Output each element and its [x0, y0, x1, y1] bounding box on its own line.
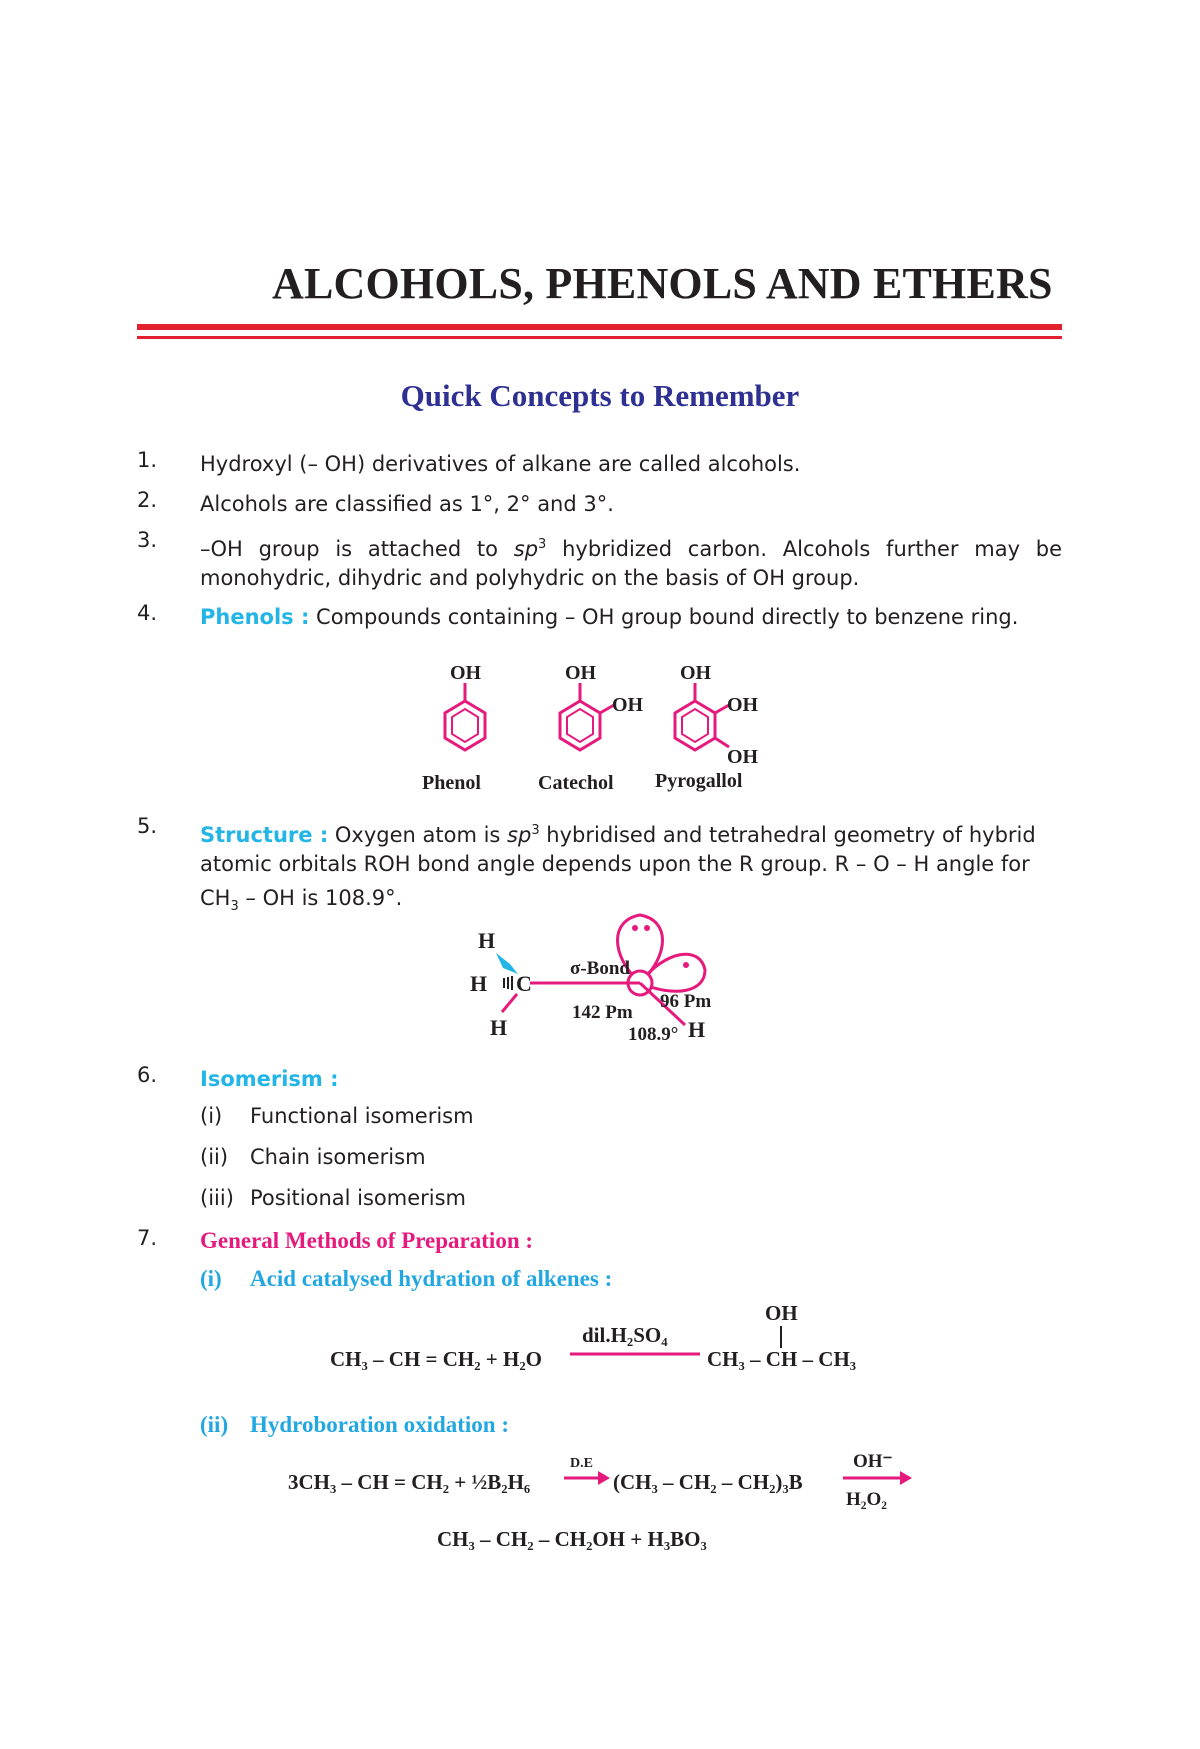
item-number: 7.: [137, 1226, 158, 1250]
eq-condition: D.E: [570, 1456, 593, 1471]
h-atom: H: [478, 928, 496, 953]
h-atom: H: [688, 1017, 706, 1042]
bond-length-co: 142 Pm: [572, 1002, 633, 1023]
hydration-equation: [320, 1298, 900, 1378]
wedge-bond: [496, 953, 518, 974]
arrow-head: [900, 1471, 912, 1485]
eq-intermediate: (CH₃ – CH₂ – CH₂)₃B: [613, 1470, 803, 1494]
sub-item-number: (ii): [200, 1412, 229, 1437]
item-label: Phenols :: [200, 605, 310, 629]
c-atom: C: [516, 971, 532, 996]
title-rule-thick: [137, 324, 1062, 330]
page-title: ALCOHOLS, PHENOLS AND ETHERS: [272, 259, 1053, 308]
item-label: General Methods of Preparation :: [200, 1228, 534, 1253]
oh-label: OH: [612, 694, 644, 716]
pyrogallol-structure: [655, 662, 759, 792]
c-h-bond: [502, 994, 517, 1012]
oh-label: OH: [565, 662, 597, 684]
eq-condition: H₂O₂: [846, 1489, 887, 1510]
bond-angle: 108.9°: [628, 1024, 679, 1045]
oh-label: OH: [450, 662, 482, 684]
eq-reactants: 3CH₃ – CH = CH₂ + ½B₂H₆: [288, 1470, 531, 1494]
hash-bond: [504, 976, 512, 990]
text-span: hybridized carbon. Alcohols further may be: [546, 537, 1063, 561]
catechol-structure: [538, 662, 644, 794]
section-subtitle: Quick Concepts to Remember: [400, 378, 800, 413]
text-span: 3: [230, 899, 239, 915]
hydroboration-equation: [280, 1445, 920, 1555]
h-atom: H: [490, 1015, 508, 1040]
oh-label: OH: [727, 694, 759, 716]
text-span: –OH group is attached to: [200, 537, 514, 561]
item-text-line: [200, 814, 1062, 852]
item-text: [200, 601, 1062, 634]
oh-label: OH: [727, 746, 759, 768]
eq-oh: OH: [765, 1301, 798, 1325]
item-label: Structure :: [200, 823, 329, 847]
bond-length-oh: 96 Pm: [660, 991, 712, 1012]
text-span: 3: [538, 537, 547, 552]
sub-item-number: (i): [200, 1266, 222, 1291]
item-number: 5.: [137, 814, 158, 838]
eq-condition: dil.H₂SO₄: [582, 1323, 668, 1347]
sub-item-text: Positional isomerism: [250, 1186, 467, 1210]
item-number: 2.: [137, 488, 158, 512]
text-span: 3: [531, 823, 540, 838]
item-text-line: monohydric, dihydric and polyhydric on the basis of OH group.: [200, 566, 860, 590]
text-span: Compounds containing – OH group bound directly to benzene ring.: [309, 605, 1019, 629]
item-text-line: [200, 528, 1062, 566]
text-span: – OH is 108.9°.: [238, 886, 403, 910]
pyrogallol-name: Pyrogallol: [655, 770, 743, 792]
item-text: [200, 1063, 1062, 1096]
item-number: 6.: [137, 1063, 158, 1087]
item-number: 3.: [137, 528, 158, 552]
sub-item-number: (iii): [200, 1186, 234, 1210]
arrow-head: [598, 1471, 610, 1485]
text-span: sp: [513, 537, 539, 561]
catechol-name: Catechol: [538, 772, 614, 794]
sub-item-heading: Acid catalysed hydration of alkenes :: [250, 1266, 613, 1291]
sub-item-number: (ii): [200, 1145, 229, 1169]
sub-item-number: (i): [200, 1104, 223, 1128]
item-text: Alcohols are classified as 1°, 2° and 3°.: [200, 492, 614, 516]
item-text: [200, 1224, 1062, 1260]
phenol-name: Phenol: [422, 772, 481, 794]
text-span: hybridised and tetrahedral geometry of hybrid: [539, 823, 1036, 847]
eq-product: CH₃ – CH – CH₃: [707, 1347, 857, 1371]
item-text: Hydroxyl (– OH) derivatives of alkane are called alcohols.: [200, 452, 801, 476]
methanol-structure-figure: [460, 910, 740, 1050]
phenol-structure: [422, 662, 485, 794]
title-rule-thin: [137, 336, 1062, 339]
text-span: CH: [200, 886, 231, 910]
eq-condition: OH⁻: [853, 1451, 893, 1472]
item-number: 1.: [137, 448, 158, 472]
eq-reactants: CH₃ – CH = CH₂ + H₂O: [330, 1347, 542, 1371]
text-span: sp: [507, 823, 532, 847]
h-atom: H: [470, 971, 488, 996]
phenols-figure: [410, 655, 790, 795]
item-number: 4.: [137, 601, 158, 625]
item-label: Isomerism :: [200, 1067, 339, 1091]
text-span: Oxygen atom is: [328, 823, 508, 847]
eq-product: CH₃ – CH₂ – CH₂OH + H₃BO₃: [437, 1527, 707, 1551]
item-text-line: atomic orbitals ROH bond angle depends upon the R group. R – O – H angle for: [200, 852, 1030, 876]
oh-label: OH: [680, 662, 712, 684]
sub-item-heading: Hydroboration oxidation :: [250, 1412, 509, 1437]
sub-item-text: Chain isomerism: [250, 1145, 426, 1169]
sub-item-text: Functional isomerism: [250, 1104, 474, 1128]
sigma-bond-label: σ-Bond: [570, 958, 630, 979]
